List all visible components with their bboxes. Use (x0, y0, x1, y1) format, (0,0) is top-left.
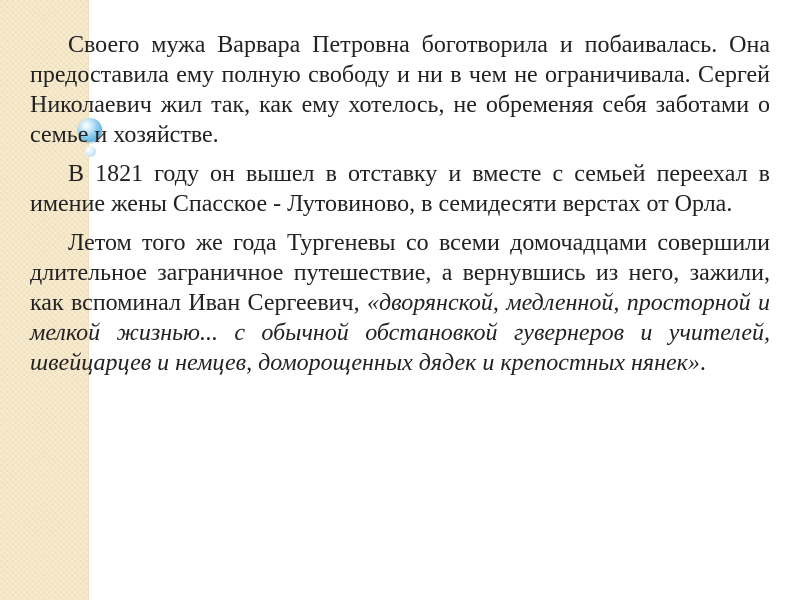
paragraph-3 (30, 228, 770, 378)
body-text (30, 30, 770, 387)
paragraph-3-text: Летом того же года Тургеневы со всеми домочадцами совершили длительное заграничное путешествие, а вернувшись из него, зажили, как вспоминал Иван Сергеевич, (30, 230, 770, 316)
paragraph-1: Своего мужа Варвара Петровна боготворила и побаивалась. Она предоставила ему полную свободу и ни в чем не ограничивала. Сергей Николаевич жил так, как ему хотелось, не обременяя себя заботами о семье и хозяйстве. (30, 32, 770, 148)
paragraph-2: В 1821 году он вышел в отставку и вместе с семьей переехал в имение жены Спасское - Лутовиново, в семидесяти верстах от Орла. (30, 161, 770, 217)
paragraph-3-end: . (699, 350, 706, 376)
turgenev-quote: «дворянской, медленной, просторной и мелкой жизнью... с обычной обстановкой гувернеров и учителей, швейцарцев и немцев, доморощенных дядек и крепостных нянек» (30, 290, 770, 376)
